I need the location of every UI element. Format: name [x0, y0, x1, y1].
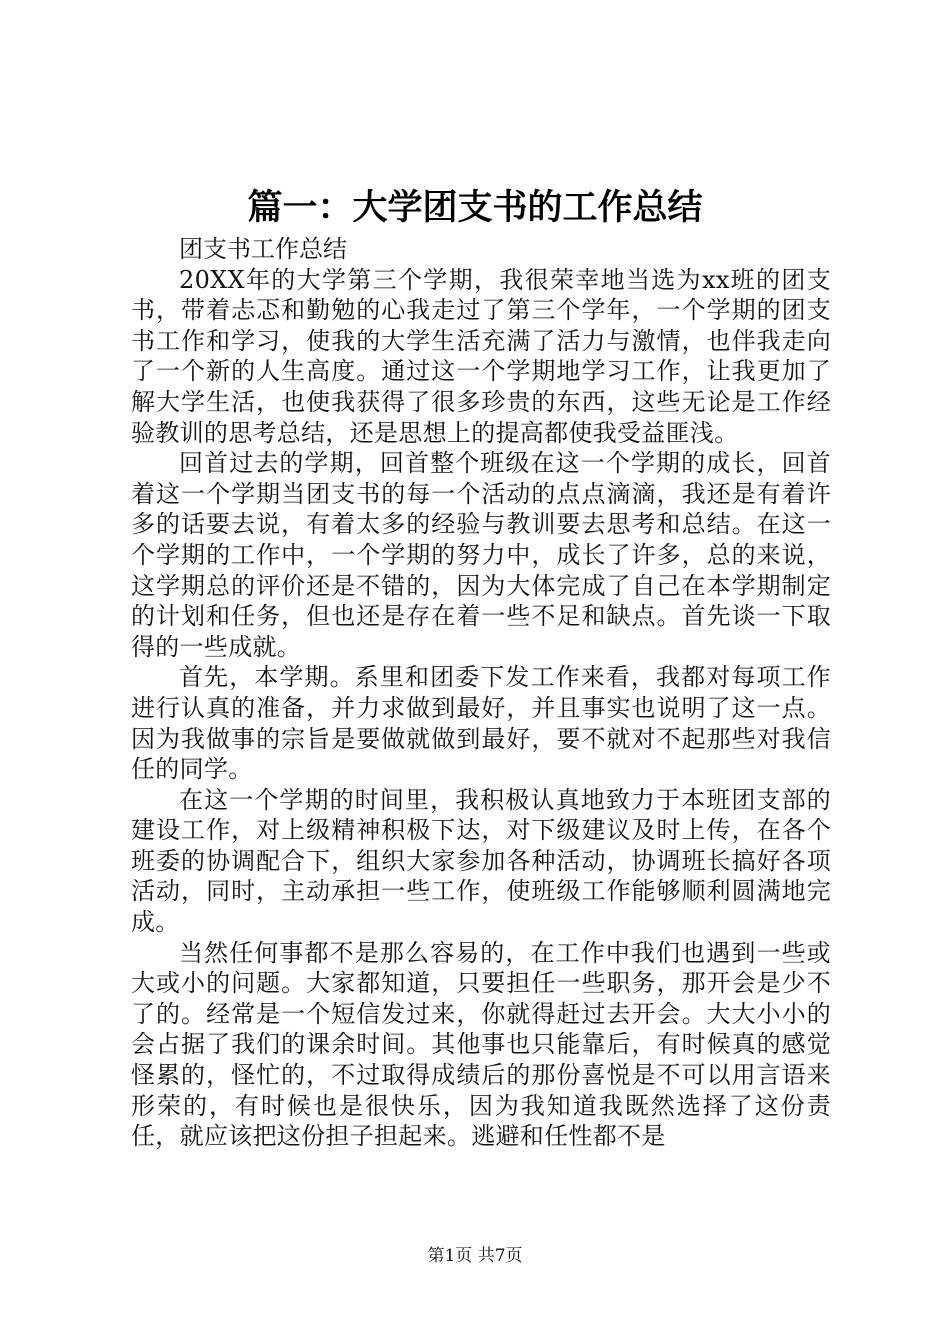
document-title: 篇一：大学团支书的工作总结: [247, 188, 703, 228]
page-footer: 第1页 共7页: [427, 1246, 523, 1266]
paragraph-2: 回首过去的学期，回首整个班级在这一个学期的成长，回首着这一个学期当团支书的每一个活动的点点滴滴，我还是有着许多的话要去说，有着太多的经验与教训要去思考和总结。在这一个学期的工作中，一个学期的努力中，成长了许多，总的来说，这学期总的评价还是不错的，因为大体完成了自己在本学期制定的计划和任务，但也还是存在着一些不足和缺点。首先谈一下取得的一些成就。: [131, 449, 831, 661]
paragraph-1: 20XX年的大学第三个学期，我很荣幸地当选为xx班的团支书，带着忐忑和勤勉的心我走过了第三个学年，一个学期的团支书工作和学习，使我的大学生活充满了活力与激情，也伴我走向了一个新的人生高度。通过这一个学期地学习工作，让我更加了解大学生活，也使我获得了很多珍贵的东西，这些无论是工作经验教训的思考总结，还是思想上的提高都使我受益匪浅。: [131, 265, 831, 447]
paragraph-4: 在这一个学期的时间里，我积极认真地致力于本班团支部的建设工作，对上级精神积极下达，对下级建议及时上传，在各个班委的协调配合下，组织大家参加各种活动，协调班长搞好各项活动，同时，主动承担一些工作，使班级工作能够顺利圆满地完成。: [131, 785, 831, 937]
paragraph-3: 首先，本学期。系里和团委下发工作来看，我都对每项工作进行认真的准备，并力求做到最好，并且事实也说明了这一点。因为我做事的宗旨是要做就做到最好，要不就对不起那些对我信任的同学。: [131, 663, 831, 784]
section-subheading: 团支书工作总结: [179, 235, 347, 263]
paragraph-5: 当然任何事都不是那么容易的，在工作中我们也遇到一些或大或小的问题。大家都知道，只要担任一些职务，那开会是少不了的。经常是一个短信发过来，你就得赶过去开会。大大小小的会占据了我们的课余时间。其他事也只能靠后，有时候真的感觉怪累的，怪忙的，不过取得成绩后的那份喜悦是不可以用言语来形荣的，有时候也是很快乐，因为我知道我既然选择了这份责任，就应该把这份担子担起来。逃避和任性都不是: [131, 938, 831, 1151]
document-body: [131, 234, 831, 1152]
